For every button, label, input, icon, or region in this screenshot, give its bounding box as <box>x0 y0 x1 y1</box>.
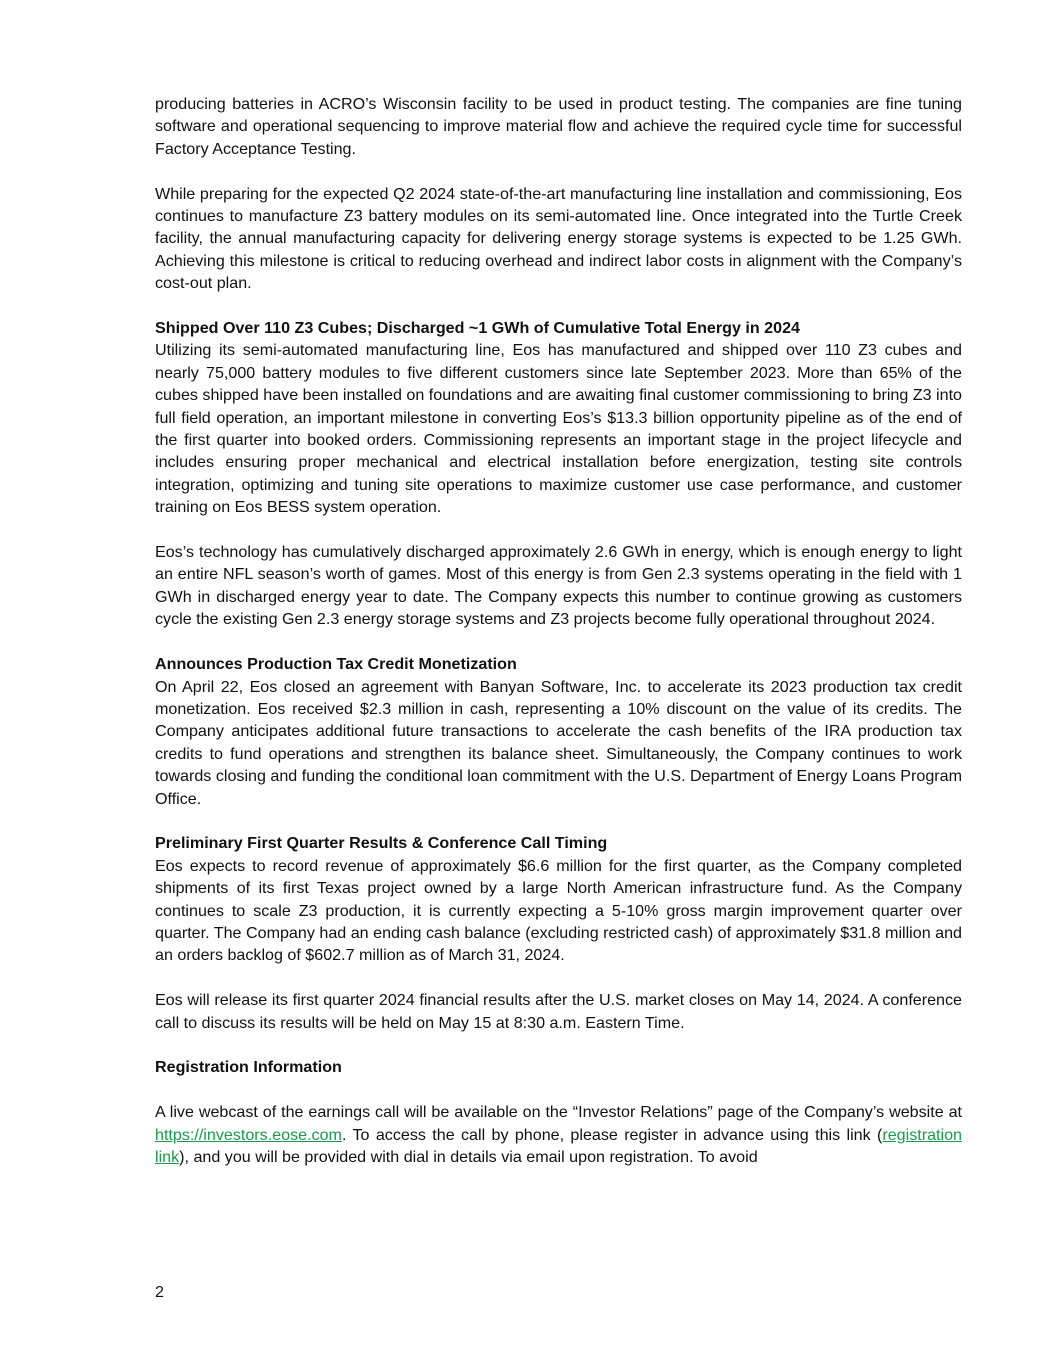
paragraph-spacer <box>155 1034 962 1056</box>
paragraph-conference-call: Eos will release its first quarter 2024 financial results after the U.S. market closes on May 14, 2024. A conference call to discuss its results will be held on May 15 at 8:30 a.m. Eastern Time. <box>155 991 962 1032</box>
registration-link[interactable]: registration link <box>155 1125 962 1166</box>
paragraph-spacer <box>155 295 962 317</box>
paragraph-spacer <box>155 160 962 182</box>
paragraph-manufacturing-line: While preparing for the expected Q2 2024 state-of-the-art manufacturing line installation and commissioning, Eos continues to manufacture Z3 battery modules on its semi-automated line. Once integrated into the Turtle Creek facility, the annual manufacturing capacity for delivering energy storage systems is expected to be 1.25 GWh. Achieving this milestone is critical to reducing overhead and indirect labor costs in alignment with the Company’s cost-out plan. <box>155 184 962 293</box>
paragraph-spacer <box>155 631 962 653</box>
registration-text-part-2: . To access the call by phone, please register in advance using this link ( <box>341 1125 883 1144</box>
heading-shipped-cubes: Shipped Over 110 Z3 Cubes; Discharged ~1 GWh of Cumulative Total Energy in 2024 <box>155 319 800 338</box>
paragraph-preliminary-results: Eos expects to record revenue of approximately $6.6 million for the first quarter, as the Company completed shipments of its first Texas project owned by a large North American infrastructure fund. As the Company continues to scale Z3 production, it is currently expecting a 5-10% gross margin improvement quarter over quarter. The Company had an ending cash balance (excluding restricted cash) of approximately $31.8 million and an orders backlog of $602.7 million as of March 31, 2024. <box>155 856 962 965</box>
paragraph-discharged-energy: Eos’s technology has cumulatively discharged approximately 2.6 GWh in energy, which is enough energy to light an entire NFL season’s worth of games. Most of this energy is from Gen 2.3 systems operating in the field with 1 GWh in discharged energy year to date. The Company expects this number to continue growing as customers cycle the existing Gen 2.3 energy storage systems and Z3 projects become fully operational throughout 2024. <box>155 543 962 629</box>
document-body <box>155 93 962 1168</box>
page-number: 2 <box>155 1283 164 1301</box>
paragraph-tax-credit: On April 22, Eos closed an agreement with Banyan Software, Inc. to accelerate its 2023 production tax credit monetization. Eos received $2.3 million in cash, representing a 10% discount on the value of its credits. The Company anticipates additional future transactions to accelerate the cash benefits of the IRA production tax credits to fund operations and strengthen its balance sheet. Simultaneously, the Company continues to work towards closing and funding the conditional loan commitment with the U.S. Department of Energy Loans Program Office. <box>155 677 962 808</box>
paragraph-shipped-cubes: Utilizing its semi-automated manufacturing line, Eos has manufactured and shipped over 110 Z3 cubes and nearly 75,000 battery modules to five different customers since late September 2023. More than 65% of the cubes shipped have been installed on foundations and are awaiting final customer commissioning to bring Z3 into full field operation, an important milestone in converting Eos’s $13.3 billion opportunity pipeline as of the end of the first quarter into booked orders. Commissioning represents an important stage in the project lifecycle and includes ensuring proper mechanical and electrical installation before energization, testing site controls integration, optimizing and tuning site operations to maximize customer use case performance, and customer training on Eos BESS system operation. <box>155 341 962 517</box>
paragraph-spacer <box>155 810 962 832</box>
paragraph-acro-testing: producing batteries in ACRO’s Wisconsin facility to be used in product testing. The companies are fine tuning software and operational sequencing to improve material flow and achieve the required cycle time for successful Factory Acceptance Testing. <box>155 95 962 158</box>
registration-text-part-1: A live webcast of the earnings call will be available on the “Investor Relations” page of the Company’s website at <box>155 1103 962 1122</box>
registration-text-part-3: ), and you will be provided with dial in details via email upon registration. To avoid <box>179 1147 758 1166</box>
paragraph-registration <box>155 1101 962 1168</box>
paragraph-spacer <box>155 519 962 541</box>
heading-registration: Registration Information <box>155 1058 342 1077</box>
heading-tax-credit: Announces Production Tax Credit Monetization <box>155 655 517 674</box>
heading-preliminary-results: Preliminary First Quarter Results & Conference Call Timing <box>155 834 608 853</box>
paragraph-spacer <box>155 967 962 989</box>
investor-website-link[interactable]: https://investors.eose.com <box>155 1125 342 1144</box>
paragraph-spacer <box>155 1079 962 1101</box>
